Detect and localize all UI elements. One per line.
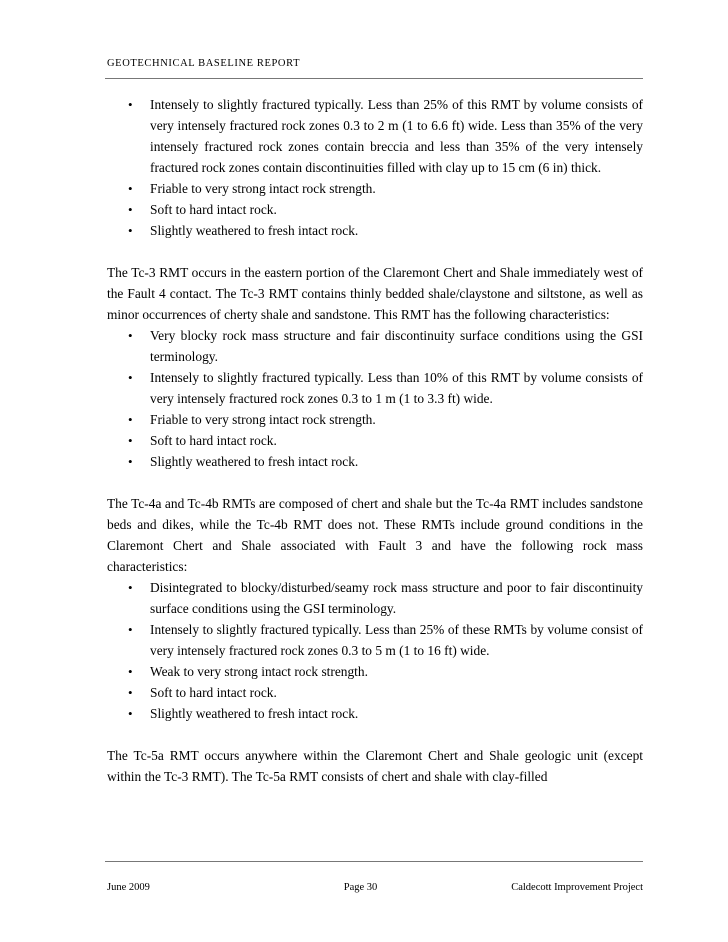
paragraph-tc5a: The Tc-5a RMT occurs anywhere within the Claremont Chert and Shale geologic unit (except within the Tc-3 RMT). The Tc-5a RMT consists of chert and shale with clay-filled (107, 748, 643, 784)
list-item: • Very blocky rock mass structure and fair discontinuity surface conditions using the GSI terminology. (107, 325, 643, 367)
list-item: • Soft to hard intact rock. (107, 682, 643, 703)
list-item: • Weak to very strong intact rock strength. (107, 661, 643, 682)
page-footer (107, 882, 643, 893)
tc4-bullet-list (107, 577, 643, 724)
list-item: • Intensely to slightly fractured typically. Less than 25% of this RMT by volume consists of very intensely fractured rock zones 0.3 to 2 m (1 to 6.6 ft) wide. Less than 35% of the very intensely fractured rock zones contain breccia and less than 35% of the very intensely fractured rock zones contain discontinuities filled with clay up to 15 cm (6 in) thick. (107, 94, 643, 178)
list-item: • Friable to very strong intact rock strength. (107, 178, 643, 199)
footer-date: June 2009 (107, 882, 150, 893)
list-item: • Intensely to slightly fractured typically. Less than 25% of these RMTs by volume consist of very intensely fractured rock zones 0.3 to 5 m (1 to 16 ft) wide. (107, 619, 643, 661)
list-item: • Intensely to slightly fractured typically. Less than 10% of this RMT by volume consists of very intensely fractured rock zones 0.3 to 1 m (1 to 3.3 ft) wide. (107, 367, 643, 409)
list-item: • Slightly weathered to fresh intact rock. (107, 220, 643, 241)
footer-project: Caldecott Improvement Project (511, 882, 643, 893)
paragraph-tc4: The Tc-4a and Tc-4b RMTs are composed of chert and shale but the Tc-4a RMT includes sandstone beds and dikes, while the Tc-4b RMT does not. These RMTs include ground conditions in the Claremont Chert and Shale associated with Fault 3 and have the following rock mass characteristics: (107, 496, 643, 574)
list-item: • Friable to very strong intact rock strength. (107, 409, 643, 430)
report-body (107, 94, 643, 787)
intro-bullet-list (107, 94, 643, 241)
list-item: • Soft to hard intact rock. (107, 430, 643, 451)
list-item: • Soft to hard intact rock. (107, 199, 643, 220)
spacer (107, 724, 643, 745)
header-divider (105, 78, 643, 79)
page-header-title: GEOTECHNICAL BASELINE REPORT (107, 58, 301, 69)
footer-page-number: Page 30 (343, 882, 378, 893)
footer-divider (105, 861, 643, 862)
tc3-bullet-list (107, 325, 643, 472)
spacer (107, 472, 643, 493)
list-item: • Slightly weathered to fresh intact rock. (107, 703, 643, 724)
list-item: • Disintegrated to blocky/disturbed/seamy rock mass structure and poor to fair discontinuity surface conditions using the GSI terminology. (107, 577, 643, 619)
paragraph-tc3: The Tc-3 RMT occurs in the eastern portion of the Claremont Chert and Shale immediately west of the Fault 4 contact. The Tc-3 RMT contains thinly bedded shale/claystone and siltstone, as well as minor occurrences of cherty shale and sandstone. This RMT has the following characteristics: (107, 265, 643, 322)
list-item: • Slightly weathered to fresh intact rock. (107, 451, 643, 472)
